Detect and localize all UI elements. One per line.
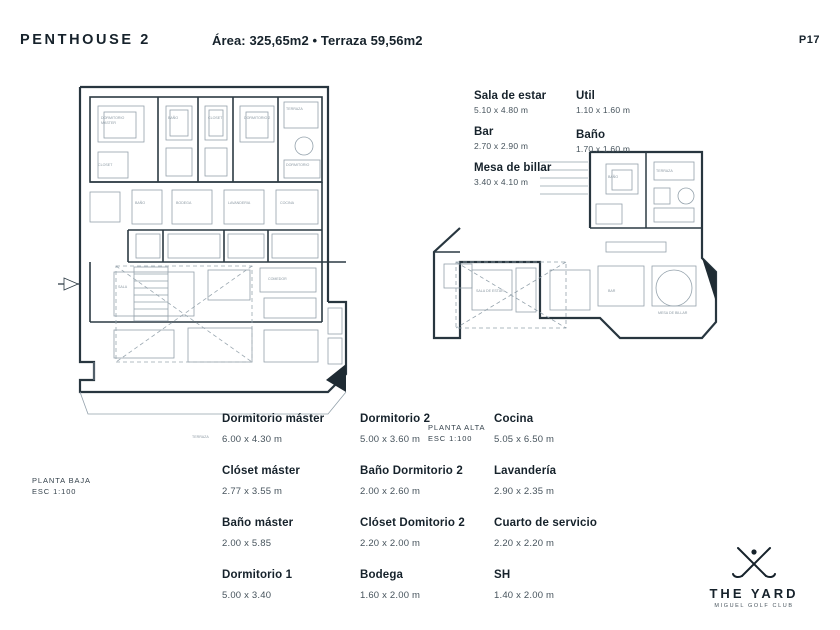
crossed-golf-clubs-icon	[690, 546, 818, 580]
room-entry-name: Dormitorio 1	[222, 569, 293, 581]
room-entry-dimension: 2.77 x 3.55 m	[222, 486, 283, 497]
document-header	[20, 32, 820, 54]
svg-text:DORMITORIO 2: DORMITORIO 2	[244, 116, 271, 120]
room-entry-name: Cocina	[494, 413, 534, 425]
upper-floor-legend-column-2	[576, 90, 706, 165]
brand-logo	[690, 546, 818, 616]
room-entry-dimension: 2.00 x 2.60 m	[360, 486, 421, 497]
svg-text:DORMITORIO: DORMITORIO	[101, 116, 125, 120]
svg-text:BODEGA: BODEGA	[176, 201, 192, 205]
room-schedule-column-1	[222, 412, 362, 620]
legend-entry-dimension: 3.40 x 4.10 m	[474, 177, 529, 187]
logo-subtitle: MIGUEL GOLF CLUB	[714, 603, 794, 609]
svg-text:CLOSET: CLOSET	[208, 116, 223, 120]
legend-entry-dimension: 5.10 x 4.80 m	[474, 105, 529, 115]
page-number: P17	[798, 34, 820, 46]
room-entry	[360, 568, 500, 601]
room-entry	[222, 516, 362, 549]
page-title: PENTHOUSE 2	[20, 32, 151, 48]
svg-text:LAVANDERIA: LAVANDERIA	[228, 201, 251, 205]
room-entry-name: Dormitorio máster	[222, 413, 325, 425]
svg-text:TERRAZA: TERRAZA	[656, 169, 673, 173]
room-entry-dimension: 5.05 x 6.50 m	[494, 434, 555, 445]
room-schedule-column-2	[360, 412, 500, 620]
planta-alta-caption-line2: ESC 1:100	[428, 434, 473, 443]
room-entry	[494, 464, 634, 497]
legend-entry	[576, 129, 706, 154]
room-entry-dimension: 1.40 x 2.00 m	[494, 590, 555, 601]
svg-text:SALA: SALA	[118, 285, 128, 289]
planta-baja-caption-line2: ESC 1:100	[32, 487, 77, 496]
planta-baja-caption	[32, 475, 91, 497]
room-entry-dimension: 2.20 x 2.00 m	[360, 538, 421, 549]
svg-text:COMEDOR: COMEDOR	[268, 277, 287, 281]
room-entry	[494, 412, 634, 445]
room-entry-name: Cuarto de servicio	[494, 517, 598, 529]
legend-entry-dimension: 1.70 x 1.60 m	[576, 144, 631, 154]
room-entry	[360, 464, 500, 497]
room-entry	[360, 516, 500, 549]
legend-entry-dimension: 1.10 x 1.60 m	[576, 105, 631, 115]
legend-entry-dimension: 2.70 x 2.90 m	[474, 141, 529, 151]
svg-text:TERRAZA: TERRAZA	[286, 107, 303, 111]
room-entry-dimension: 2.00 x 5.85	[222, 538, 272, 549]
legend-entry-name: Sala de estar	[474, 90, 547, 102]
svg-text:BAÑO: BAÑO	[135, 201, 146, 205]
legend-entry	[576, 90, 706, 115]
room-entry-name: Lavandería	[494, 465, 557, 477]
svg-text:TERRAZA: TERRAZA	[192, 435, 209, 439]
bottom-fade	[0, 616, 840, 630]
room-entry-name: Bodega	[360, 569, 404, 581]
room-entry-name: Baño máster	[222, 517, 294, 529]
room-entry-dimension: 5.00 x 3.60 m	[360, 434, 421, 445]
room-entry	[222, 464, 362, 497]
room-entry	[494, 516, 634, 549]
room-entry	[222, 568, 362, 601]
room-entry-name: Clóset máster	[222, 465, 301, 477]
legend-entry-name: Mesa de billar	[474, 162, 552, 174]
room-entry	[360, 412, 500, 445]
room-entry-dimension: 2.20 x 2.20 m	[494, 538, 555, 549]
room-entry-name: Baño Dormitorio 2	[360, 465, 463, 477]
room-entry	[494, 568, 634, 601]
room-entry-name: SH	[494, 569, 511, 581]
svg-text:DORMITORIO: DORMITORIO	[286, 163, 310, 167]
room-schedule-column-3	[494, 412, 634, 620]
svg-text:CLOSET: CLOSET	[98, 163, 113, 167]
svg-text:BAR: BAR	[608, 289, 616, 293]
planta-baja-caption-line1: PLANTA BAJA	[32, 476, 91, 485]
legend-entry-name: Util	[576, 90, 595, 102]
room-entry-dimension: 1.60 x 2.00 m	[360, 590, 421, 601]
room-entry-dimension: 6.00 x 4.30 m	[222, 434, 283, 445]
room-entry-name: Dormitorio 2	[360, 413, 431, 425]
svg-text:SALA DE ESTAR: SALA DE ESTAR	[476, 289, 504, 293]
legend-entry-name: Bar	[474, 126, 494, 138]
legend-entry-name: Baño	[576, 129, 606, 141]
svg-text:BAÑO: BAÑO	[168, 116, 179, 120]
svg-text:MASTER: MASTER	[101, 121, 116, 125]
room-entry	[222, 412, 362, 445]
page-subtitle: Área: 325,65m2 • Terraza 59,56m2	[212, 33, 423, 48]
svg-text:BAÑO: BAÑO	[608, 175, 619, 179]
svg-text:MESA DE BILLAR: MESA DE BILLAR	[658, 311, 688, 315]
room-entry-dimension: 5.00 x 3.40	[222, 590, 272, 601]
room-entry-dimension: 2.90 x 2.35 m	[494, 486, 555, 497]
room-entry-name: Clóset Domitorio 2	[360, 517, 465, 529]
legend-entry	[474, 162, 594, 187]
planta-alta-caption-line1: PLANTA ALTA	[428, 423, 486, 432]
svg-text:COCINA: COCINA	[280, 201, 294, 205]
logo-title: THE YARD	[709, 586, 799, 601]
